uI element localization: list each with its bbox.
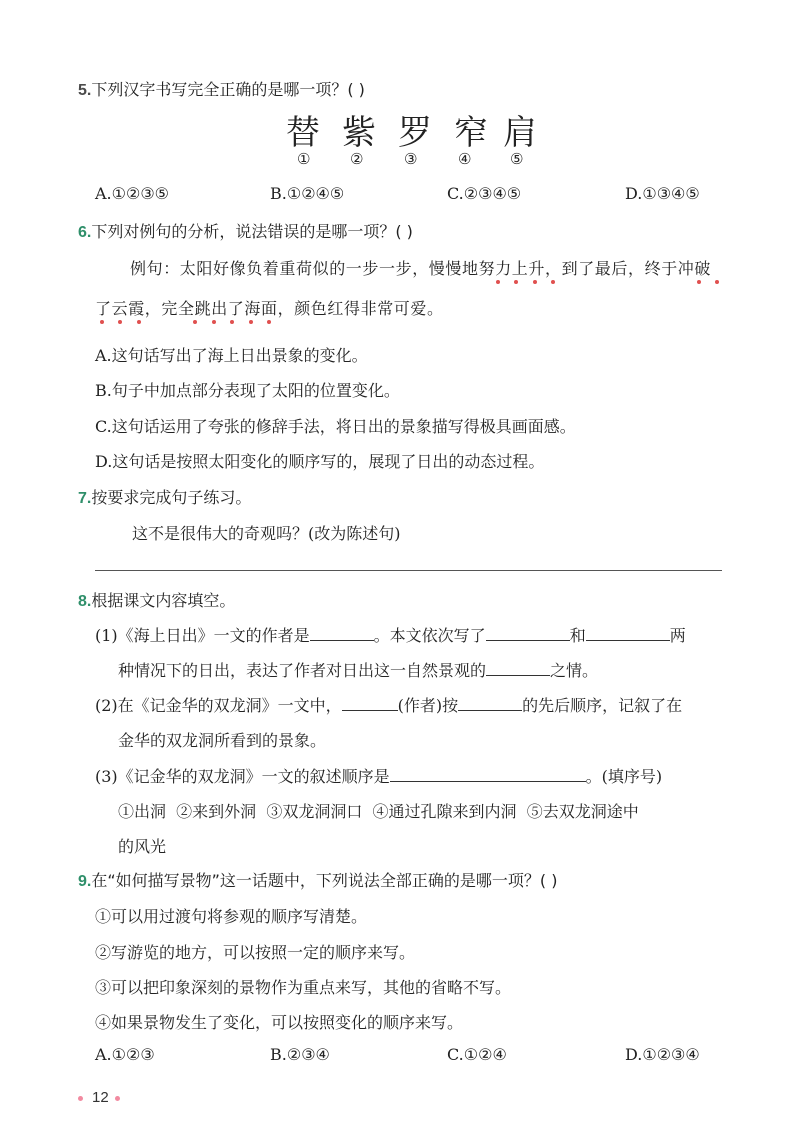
- q6-example-line-2: 了云霞，完全跳出了海面，颜色红得非常可爱。: [95, 299, 444, 318]
- q5-char-3: 罗: [398, 113, 432, 153]
- emphasis-dot: [267, 320, 271, 324]
- page-number-dot-right: [115, 1096, 120, 1101]
- q6-number: 6.: [78, 224, 92, 241]
- q5-stem: 下列汉字书写完全正确的是哪一项？( ): [91, 80, 365, 99]
- q6-option-d[interactable]: D.这句话是按照太阳变化的顺序写的，展现了日出的动态过程。: [95, 452, 545, 471]
- emphasis-dot: [249, 320, 253, 324]
- emphasis-dot: [100, 320, 104, 324]
- q8-p1-text-a: (1)《海上日出》一文的作者是: [95, 626, 310, 645]
- q9-statement-2: ②写游览的地方，可以按照一定的顺序来写。: [95, 943, 416, 962]
- q9-option-a[interactable]: A.①②③: [95, 1045, 155, 1064]
- q5-option-d[interactable]: D.①③④⑤: [625, 184, 700, 203]
- q5-char-4: 窄: [454, 113, 488, 153]
- page-number-dot-left: [78, 1096, 83, 1101]
- q5-option-a[interactable]: A.①②③⑤: [95, 184, 170, 203]
- q8-blank-sequence[interactable]: [390, 767, 586, 782]
- emphasis-dot: [715, 280, 719, 284]
- q8-blank-order[interactable]: [458, 696, 522, 711]
- q8-p3-text-b: 。(填序号): [585, 767, 663, 786]
- emphasis-dot: [551, 280, 555, 284]
- q8-p1-text-b: 。本文依次写了: [373, 626, 486, 645]
- q8-stem: 根据课文内容填空。: [91, 591, 236, 610]
- q5-char-1: 替: [286, 113, 320, 153]
- emphasis-dot: [697, 280, 701, 284]
- emphasis-dot: [496, 280, 500, 284]
- page-number: 12: [92, 1089, 109, 1106]
- emphasis-dot: [212, 320, 216, 324]
- q5-marker-4: ④: [458, 150, 472, 168]
- q8-number: 8.: [78, 593, 92, 610]
- q8-p2-text-c: 的先后顺序，记叙了在: [522, 696, 683, 715]
- emphasis-dot: [533, 280, 537, 284]
- q8-blank-situation-1[interactable]: [486, 626, 570, 641]
- q9-option-b[interactable]: B.②③④: [270, 1045, 330, 1064]
- emphasis-dot: [118, 320, 122, 324]
- q8-part1-line2: [118, 658, 598, 681]
- q6-stem-line: [78, 219, 413, 242]
- q6-option-a[interactable]: A.这句话写出了海上日出景象的变化。: [95, 346, 368, 365]
- q8-p2-text-b: (作者)按: [397, 696, 459, 715]
- q9-stem: 在“如何描写景物”这一话题中，下列说法全部正确的是哪一项？( ): [91, 871, 558, 890]
- q8-blank-feeling[interactable]: [486, 661, 550, 676]
- q8-p1-line2-text-a: 种情况下的日出，表达了作者对日出这一自然景观的: [118, 661, 487, 680]
- q8-p3-text-a: (3)《记金华的双龙洞》一文的叙述顺序是: [95, 767, 390, 786]
- q6-example-line-1: 例句：太阳好像负着重荷似的一步一步，慢慢地努力上升，到了最后，终于冲破: [130, 259, 712, 278]
- q9-statement-3: ③可以把印象深刻的景物作为重点来写，其他的省略不写。: [95, 978, 512, 997]
- q5-marker-1: ①: [297, 150, 311, 168]
- q8-part3-line1: [95, 764, 662, 787]
- emphasis-dot: [514, 280, 518, 284]
- q8-stem-line: [78, 588, 235, 611]
- q5-char-2: 紫: [342, 113, 376, 153]
- q8-part1-line1: [95, 623, 686, 646]
- q5-option-c[interactable]: C.②③④⑤: [447, 184, 522, 203]
- q9-statement-4: ④如果景物发生了变化，可以按照变化的顺序来写。: [95, 1013, 464, 1032]
- q7-sentence: 这不是很伟大的奇观吗？(改为陈述句): [132, 524, 401, 543]
- q7-stem: 按要求完成句子练习。: [91, 488, 252, 507]
- q8-blank-situation-2[interactable]: [586, 626, 670, 641]
- q5-char-5: 肩: [503, 113, 537, 153]
- q8-blank-author[interactable]: [310, 626, 374, 641]
- q7-answer-line[interactable]: [95, 570, 722, 571]
- emphasis-dot: [137, 320, 141, 324]
- q5-marker-5: ⑤: [510, 150, 524, 168]
- q8-p1-text-d: 两: [669, 626, 686, 645]
- q5-marker-3: ③: [404, 150, 418, 168]
- emphasis-dot: [230, 320, 234, 324]
- q8-p2-text-a: (2)在《记金华的双龙洞》一文中，: [95, 696, 342, 715]
- q9-number: 9.: [78, 873, 92, 890]
- q5-option-b[interactable]: B.①②④⑤: [270, 184, 345, 203]
- q8-part2-line2: 金华的双龙洞所看到的景象。: [118, 731, 327, 750]
- q8-part3-items-line1: ①出洞 ②来到外洞 ③双龙洞洞口 ④通过孔隙来到内洞 ⑤去双龙洞途中: [118, 802, 639, 821]
- q5-number: 5.: [78, 82, 92, 99]
- q5-marker-2: ②: [350, 150, 364, 168]
- q8-part3-items-line2: 的风光: [118, 837, 167, 856]
- q7-stem-line: [78, 485, 251, 508]
- q8-blank-author-2[interactable]: [342, 696, 398, 711]
- q9-stem-line: [78, 868, 558, 891]
- emphasis-dot: [193, 320, 197, 324]
- q9-statement-1: ①可以用过渡句将参观的顺序写清楚。: [95, 907, 368, 926]
- q8-p1-line2-text-b: 之情。: [550, 661, 599, 680]
- q6-option-c[interactable]: C.这句话运用了夸张的修辞手法，将日出的景象描写得极具画面感。: [95, 417, 576, 436]
- q6-option-b[interactable]: B.句子中加点部分表现了太阳的位置变化。: [95, 381, 400, 400]
- q9-option-c[interactable]: C.①②④: [447, 1045, 507, 1064]
- q6-stem: 下列对例句的分析，说法错误的是哪一项？( ): [91, 222, 413, 241]
- q9-option-d[interactable]: D.①②③④: [625, 1045, 700, 1064]
- q5-stem-line: [78, 77, 365, 100]
- q7-number: 7.: [78, 490, 92, 507]
- q8-p1-text-c: 和: [569, 626, 586, 645]
- q8-part2-line1: [95, 693, 682, 716]
